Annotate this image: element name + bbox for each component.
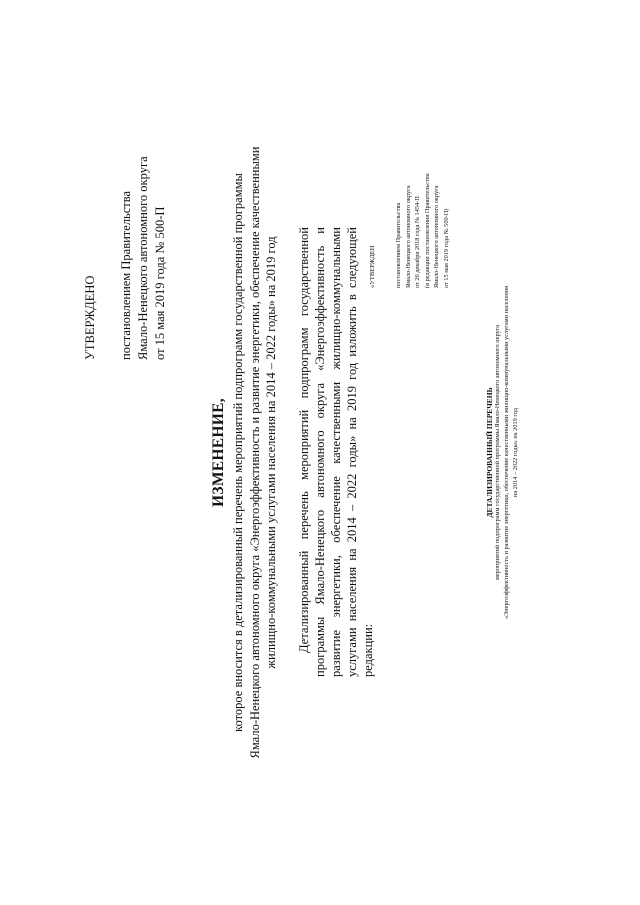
change-subtitle-line: которое вносится в детализированный перечень мероприятий подпрограмм государственной программы xyxy=(231,173,245,732)
change-title: ИЗМЕНЕНИЕ, xyxy=(210,398,227,507)
change-subtitle-line: жилищно-коммунальными услугами населения на 2014 – 2022 годы» на 2019 год xyxy=(264,236,278,669)
approval-heading: УТВЕРЖДЕНО xyxy=(83,275,97,360)
approval-line: Ямало-Ненецкого автономного округа xyxy=(136,156,150,360)
inset-approval-block xyxy=(394,173,452,288)
inset-approval-line: Ямало-Ненецкого автономного округа xyxy=(433,185,441,288)
inset-approval-line: (в редакции постановления Правительства xyxy=(423,173,431,288)
inset-list-title: ДЕТАЛИЗИРОВАННЫЙ ПЕРЕЧЕНЬ xyxy=(485,387,494,518)
approval-line: постановлением Правительства xyxy=(119,190,133,360)
inset-approval-heading: «УТВЕРЖДЕН xyxy=(369,245,376,288)
body-paragraph xyxy=(296,227,376,677)
inset-subtitle-line: «Энергоэффективность и развитие энергетики, обеспечение качественными жилищно-коммунальными услугами населения xyxy=(502,286,510,619)
inset-list-subtitle xyxy=(494,0,520,905)
change-subtitle xyxy=(230,0,280,905)
change-subtitle-line: Ямало-Ненецкого автономного округа «Энергоэффективность и развитие энергетики, обеспечение качественными xyxy=(247,146,262,759)
body-paragraph-text: Детализированный перечень мероприятий подпрограмм государственной программы Ямало-Ненецкого автономного округа «Энергоэффективность и развитие энергетики, обеспечение качественными жилищно-коммунальными услугами населения на 2014 – 2022 годы» на 2019 год изложить в следующей редакции: xyxy=(297,227,375,677)
inset-approval-line: Ямало-Ненецкого автономного округа xyxy=(404,185,412,288)
inset-subtitle-line: мероприятий подпрограмм государственной программы Ямало-Ненецкого автономного округа xyxy=(494,324,501,581)
approval-stamp xyxy=(82,156,169,360)
inset-approval-line: от 26 декабря 2018 года № 1454-П xyxy=(414,196,422,288)
inset-subtitle-line: на 2014 – 2022 годы» на 2019 год xyxy=(511,408,519,497)
inset-approval-line: постановлением Правительства xyxy=(395,202,402,288)
inset-approval-line: от 15 мая 2019 года № 500-П) xyxy=(442,208,450,288)
approval-line: от 15 мая 2019 года № 500-П xyxy=(153,206,167,360)
